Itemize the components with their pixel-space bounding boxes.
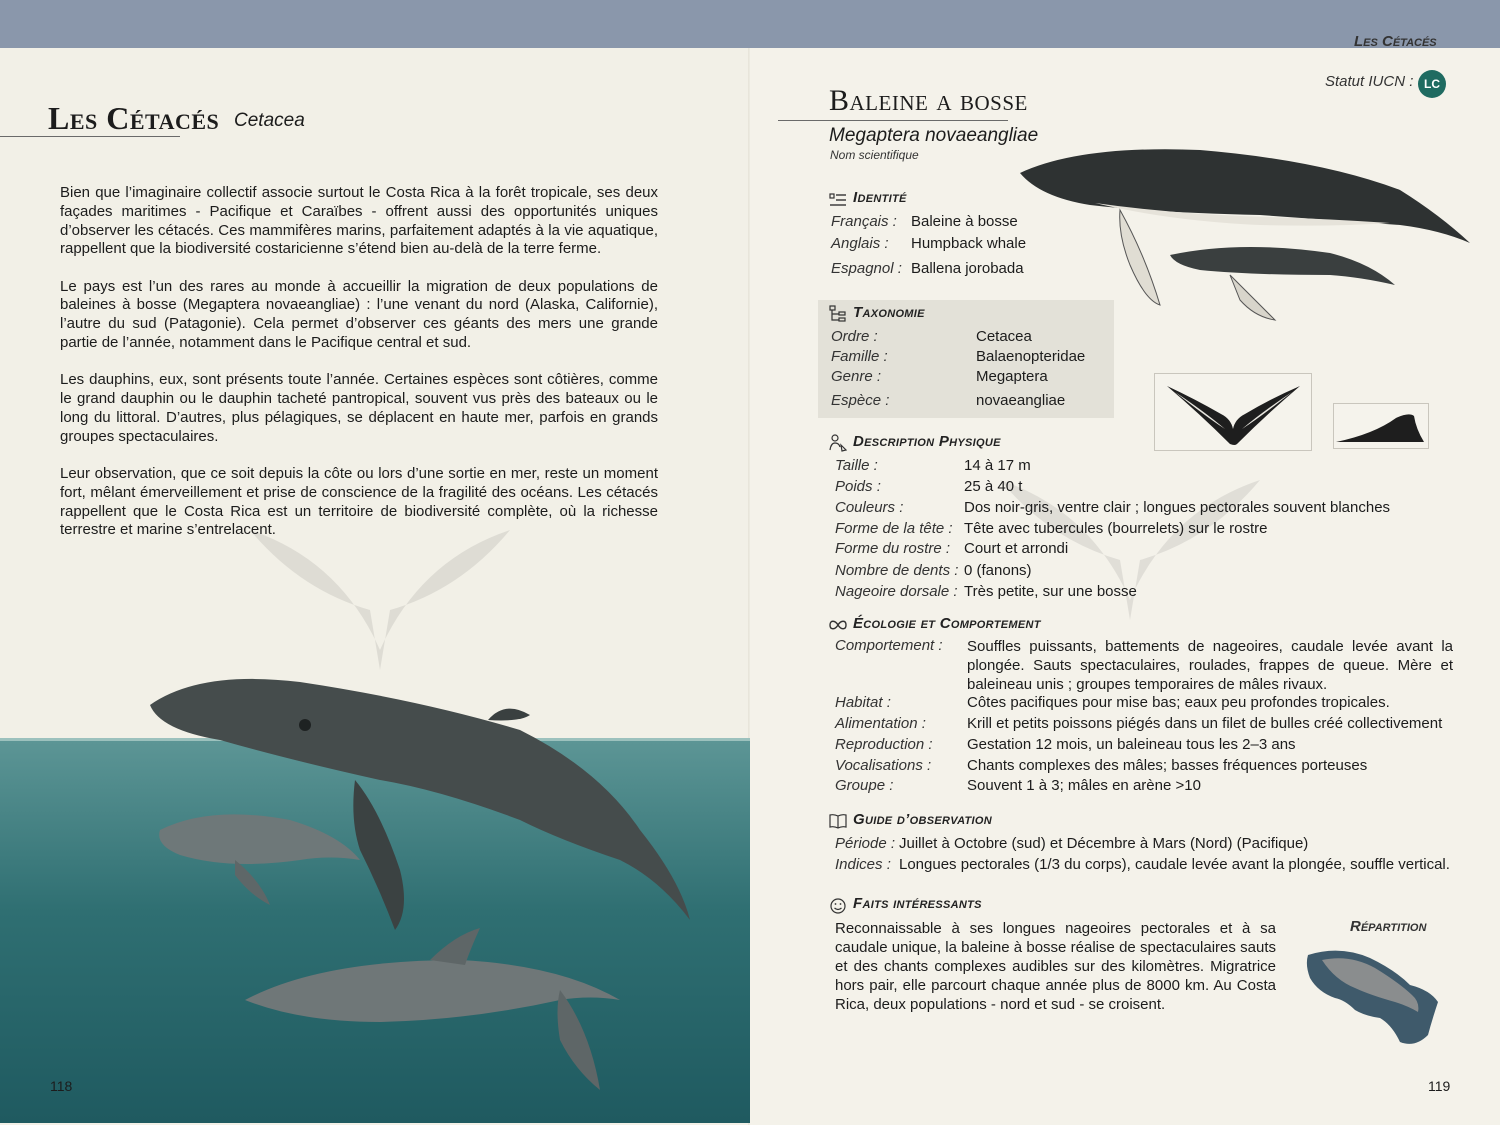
physical-key: Couleurs : [835, 499, 904, 516]
section-heading-taxonomy: Taxonomie [853, 304, 925, 321]
ecology-value: Côtes pacifiques pour mise bas; eaux peu profondes tropicales. [967, 694, 1390, 711]
behaviour-text: Souffles puissants, battements de nageoires, caudale levée avant la plongée. Sauts spectaculaires, roulades, frappes de queue. Mère et baleineau unis ; groupes temporaires de mâles rivaux. [967, 638, 1453, 693]
taxonomy-key: Ordre : [831, 328, 878, 345]
taxonomy-value: Cetacea [976, 328, 1032, 345]
chapter-scientific-name: Cetacea [234, 110, 305, 131]
identity-value: Humpback whale [911, 235, 1027, 252]
taxonomy-value: Megaptera [976, 368, 1048, 385]
ecology-key: Vocalisations : [835, 757, 932, 774]
section-heading-facts: Faits intéressants [853, 895, 982, 912]
ecology-key: Reproduction : [835, 736, 933, 753]
identity-key: Anglais : [831, 235, 889, 252]
intro-paragraph: Le pays est l’un des rares au monde à accueillir la migration de deux populations de baleines à bosse (Megaptera novaeangliae) : l’une venant du nord (Alaska, Californie), l’autre du sud (Patagonie). Cela permet d’observer ces géants des mers une grande partie de l’année, notamment dans le Pacifique central et sud. [60, 277, 658, 352]
top-band [0, 0, 1500, 48]
dorsal-fin-icon [1334, 404, 1428, 448]
intro-paragraph: Les dauphins, eux, sont présents toute l’année. Certaines espèces sont côtières, comme le grand dauphin ou le dauphin tacheté pantropical, souvent vus près des bateaux ou le long du littoral. D’autres, plus pélagiques, se déplacent en haute mer, parfois en grands groupes spectaculaires. [60, 371, 658, 445]
guide-value: Juillet à Octobre (sud) et Décembre à Mars (Nord) (Pacifique) [899, 835, 1309, 852]
running-head: Les Cétacés [1354, 33, 1437, 50]
ecology-value: Souvent 1 à 3; mâles en arène >10 [967, 777, 1201, 794]
guide-key: Indices : [835, 856, 891, 873]
physical-key: Taille : [835, 457, 878, 474]
ecology-value: Gestation 12 mois, un baleineau tous les 2–3 ans [967, 736, 1296, 753]
distribution-heading: Répartition [1350, 918, 1427, 935]
taxonomy-key: Famille : [831, 348, 888, 365]
page-number-right: 119 [1428, 1078, 1451, 1094]
ecology-key: Habitat : [835, 694, 891, 711]
dorsal-fin-thumbnail [1333, 403, 1429, 449]
intro-paragraph: Leur observation, que ce soit depuis la côte ou lors d’une sortie en mer, reste un moment fort, mêlant émerveillement et prise de conscience de la fragilité des océans. Les cétacés rappellent que le Costa Rica est un territoire de biodiversité complète, où la richesse terrestre et marine s’entrelacent. [60, 465, 658, 539]
taxonomy-key: Genre : [831, 368, 882, 385]
physical-value: 25 à 40 t [964, 478, 1023, 495]
tail-fluke-icon [1155, 374, 1311, 450]
physical-key: Poids : [835, 478, 881, 495]
list-icon [829, 191, 847, 209]
physical-key: Nageoire dorsale : [835, 583, 958, 600]
species-scientific-name: Megaptera novaeangliae [829, 125, 1039, 146]
ecology-value: Chants complexes des mâles; basses fréquences porteuses [967, 757, 1368, 774]
section-heading-guide: Guide d’observation [853, 811, 992, 828]
physical-value: 0 (fanons) [964, 562, 1032, 579]
open-book-icon [829, 812, 847, 830]
ruler-person-icon [829, 434, 847, 452]
physical-key: Nombre de dents : [835, 562, 959, 579]
identity-key: Français : [831, 213, 897, 230]
chapter-title: Les Cétacés [48, 100, 220, 136]
section-heading-identity: Identité [853, 189, 907, 206]
facts-text: Reconnaissable à ses longues nageoires pectorales et à sa caudale unique, la baleine à bosse réalise de spectaculaires sauts et des chants complexes audibles sur des kilomètres. Migratrice hors pair, elle parcourt chaque année plus de 8000 km. Au Costa Rica, deux populations - nord et sud - se croisent. [835, 920, 1276, 1013]
iucn-label: Statut IUCN : [1325, 73, 1414, 90]
identity-value: Baleine à bosse [911, 213, 1018, 230]
title-rule [778, 120, 1008, 121]
page-number-left: 118 [50, 1078, 73, 1094]
smile-icon [829, 897, 847, 915]
taxonomy-key: Espèce : [831, 392, 890, 409]
physical-value: 14 à 17 m [964, 457, 1031, 474]
ecology-value: Krill et petits poissons piégés dans un filet de bulles créé collectivement [967, 715, 1443, 732]
taxonomy-value: Balaenopteridae [976, 348, 1086, 365]
title-rule [0, 136, 180, 137]
physical-value: Tête avec tubercules (bourrelets) sur le rostre [964, 520, 1268, 537]
scientific-name-label: Nom scientifique [830, 148, 919, 162]
taxonomy-value: novaeangliae [976, 392, 1066, 409]
whales-dolphins-illustration [0, 660, 750, 1123]
ecology-key: Alimentation : [835, 715, 926, 732]
ecology-key: Groupe : [835, 777, 894, 794]
section-heading-ecology: Écologie et Comportement [853, 615, 1041, 632]
hierarchy-icon [829, 305, 847, 323]
costa-rica-map [1300, 940, 1450, 1060]
physical-value: Court et arrondi [964, 540, 1069, 557]
tail-fluke-thumbnail [1154, 373, 1312, 451]
guide-value: Longues pectorales (1/3 du corps), caudale levée avant la plongée, souffle vertical. [899, 856, 1450, 873]
physical-key: Forme du rostre : [835, 540, 951, 557]
species-title: Baleine a bosse [829, 84, 1028, 117]
physical-value: Très petite, sur une bosse [964, 583, 1137, 600]
ecology-key: Comportement : [835, 637, 943, 654]
guide-key: Période : [835, 835, 896, 852]
iucn-status-badge: LC [1418, 70, 1446, 98]
identity-key: Espagnol : [831, 260, 902, 277]
physical-value: Dos noir-gris, ventre clair ; longues pectorales souvent blanches [964, 499, 1391, 516]
infinity-icon [829, 616, 847, 634]
intro-paragraph: Bien que l’imaginaire collectif associe surtout le Costa Rica à la forêt tropicale, ses deux façades maritimes - Pacifique et Caraïbes - offrent aussi des opportunités uniques d’observer les cétacés. Ces mammifères marins, parfaitement adaptés à la vie aquatique, rappellent que la biodiversité costaricienne s’étend bien au-delà de la terre ferme. [60, 184, 658, 258]
section-heading-physical: Description Physique [853, 433, 1001, 450]
identity-value: Ballena jorobada [911, 260, 1024, 277]
physical-key: Forme de la tête : [835, 520, 953, 537]
whale-tail-watermark [230, 470, 530, 690]
